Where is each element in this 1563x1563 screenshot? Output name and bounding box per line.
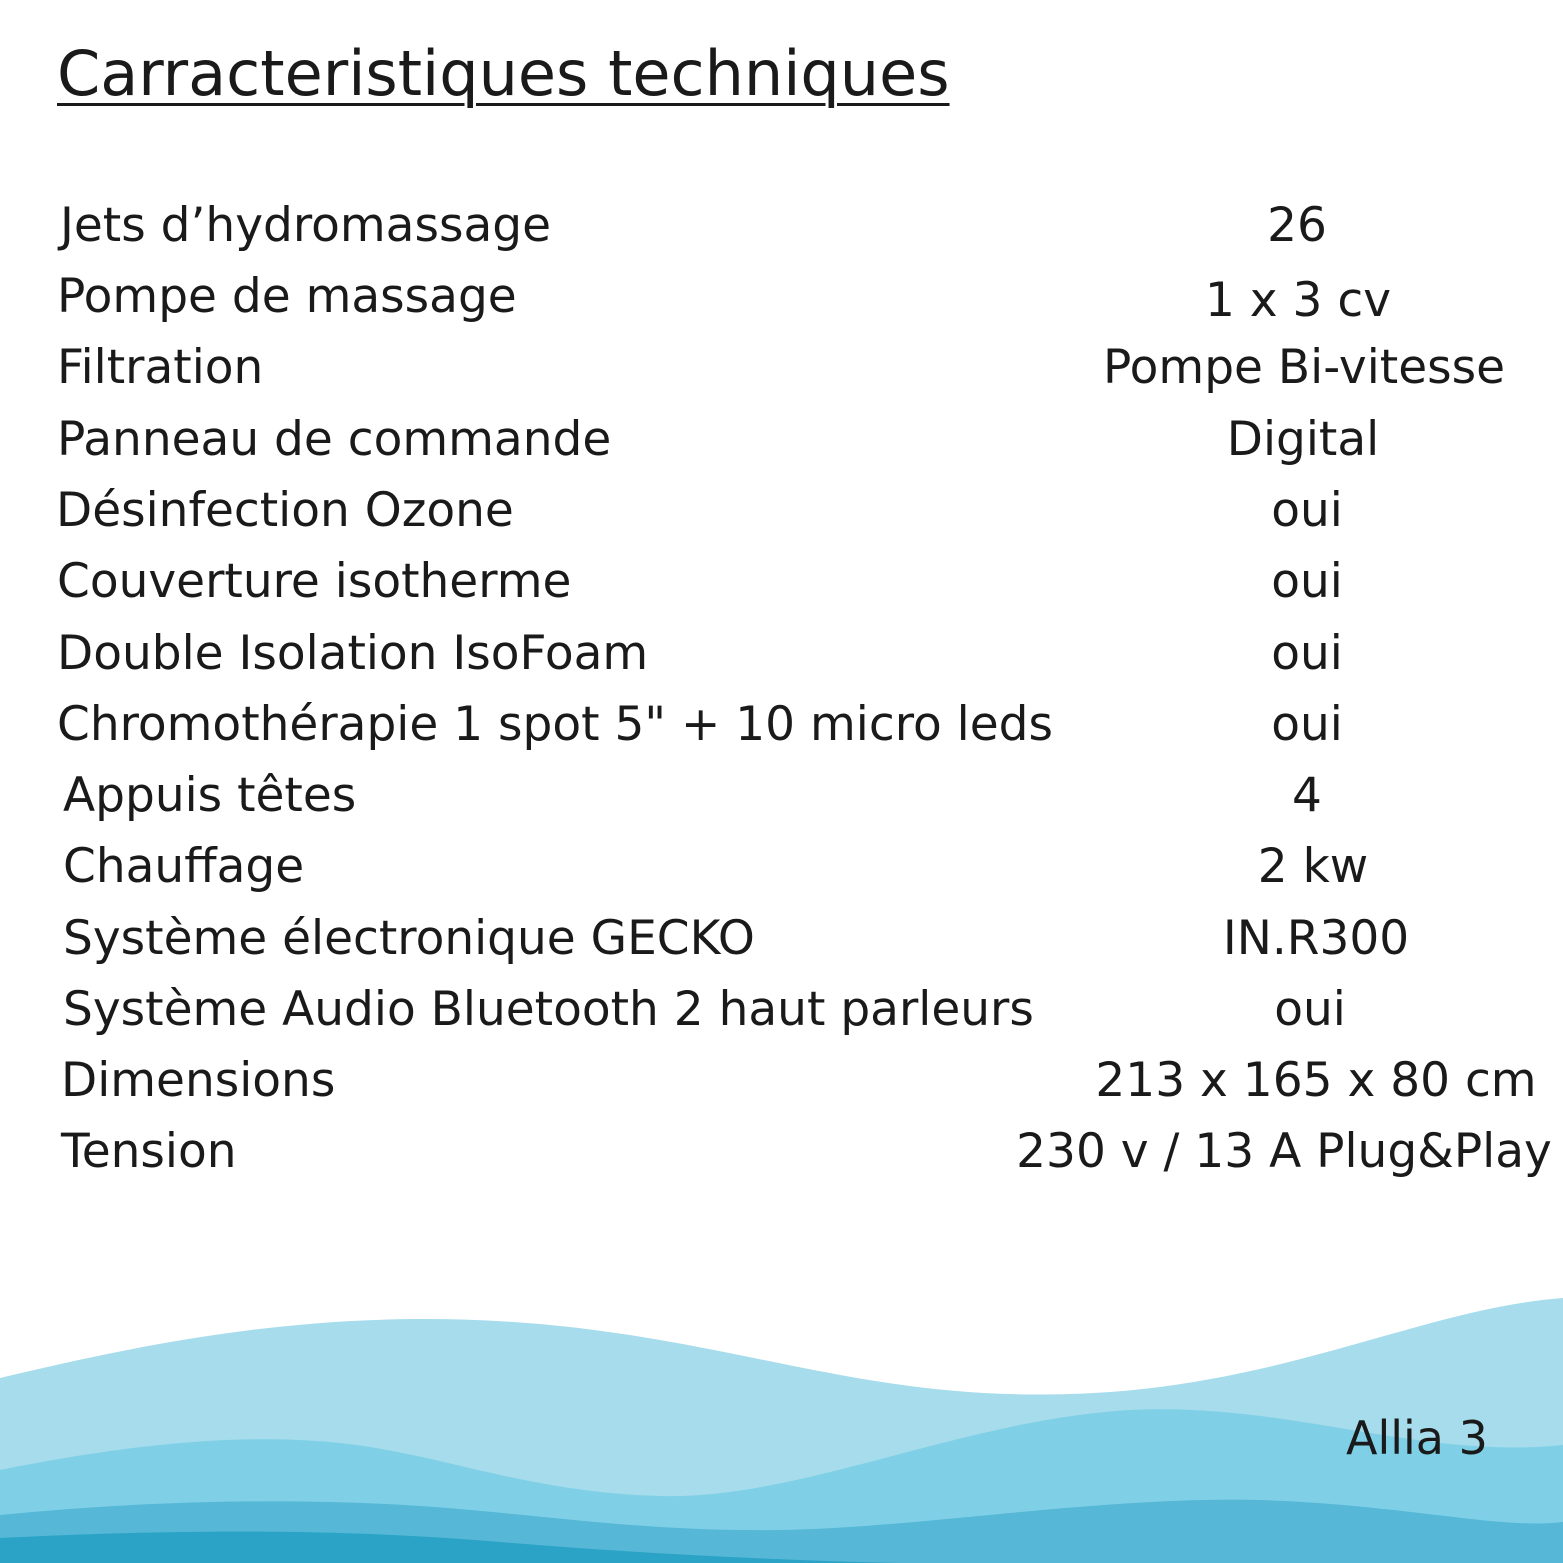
spec-label: Filtration: [57, 340, 264, 395]
spec-value: 1 x 3 cv: [1204, 273, 1392, 328]
spec-label: Double Isolation IsoFoam: [57, 626, 649, 681]
spec-label: Appuis têtes: [63, 768, 357, 823]
spec-value: oui: [1274, 982, 1346, 1037]
spec-value: 26: [1267, 198, 1327, 253]
spec-label: Couverture isotherme: [57, 554, 572, 609]
spec-value: Pompe Bi-vitesse: [1102, 340, 1506, 395]
spec-value: oui: [1271, 483, 1343, 538]
spec-value: oui: [1271, 626, 1343, 681]
spec-label: Panneau de commande: [57, 412, 612, 467]
model-name: Allia 3: [1346, 1411, 1488, 1465]
spec-value: oui: [1271, 554, 1343, 609]
spec-label: Chauffage: [63, 839, 305, 894]
spec-label: Dimensions: [61, 1053, 336, 1108]
spec-value: 2 kw: [1257, 839, 1369, 894]
spec-label: Pompe de massage: [57, 269, 517, 324]
spec-value: 213 x 165 x 80 cm: [1095, 1053, 1537, 1108]
page-title: Carracteristiques techniques: [57, 37, 950, 110]
spec-label: Jets d’hydromassage: [60, 198, 551, 253]
spec-label: Système Audio Bluetooth 2 haut parleurs: [63, 982, 1034, 1037]
spec-value: Digital: [1226, 412, 1380, 467]
spec-label: Tension: [61, 1124, 237, 1179]
spec-label: Chromothérapie 1 spot 5" + 10 micro leds: [57, 697, 1053, 752]
wave-decoration: [0, 1260, 1563, 1563]
spec-value: IN.R300: [1222, 911, 1410, 966]
spec-value: oui: [1271, 697, 1343, 752]
spec-label: Désinfection Ozone: [56, 483, 514, 538]
spec-value: 230 v / 13 A Plug&Play: [1016, 1124, 1552, 1179]
spec-label: Système électronique GECKO: [63, 911, 755, 966]
spec-value: 4: [1292, 768, 1322, 823]
